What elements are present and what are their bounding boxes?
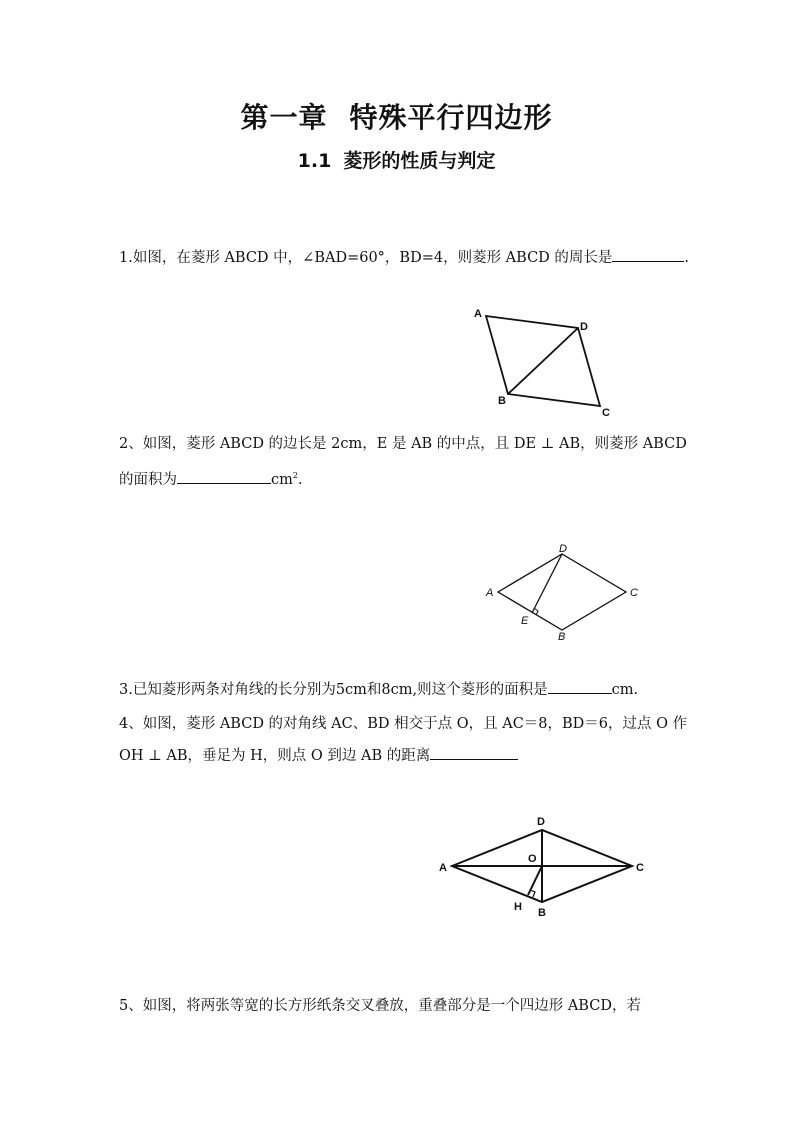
- answer-blank-4[interactable]: [430, 741, 518, 760]
- question-3-text: 3.已知菱形两条对角线的长分别为5cm和8cm,则这个菱形的面积是: [119, 682, 548, 698]
- fig1-label-c: C: [602, 407, 610, 419]
- fig1-label-b: B: [498, 395, 506, 407]
- section-number: 1.1: [297, 150, 332, 172]
- chapter-label: 第一章: [240, 101, 328, 134]
- question-4-line-2: OH ⊥ AB，垂足为 H，则点 O 到边 AB 的距离: [119, 740, 679, 772]
- answer-blank-3[interactable]: [548, 675, 612, 694]
- question-3: [119, 674, 679, 706]
- question-3-unit: cm.: [611, 682, 639, 698]
- question-2-line-2: 的面积为 $cm^2$.: [119, 460, 679, 496]
- figure-1-rhombus: [466, 304, 616, 422]
- question-1: [119, 242, 690, 274]
- fig1-label-a: A: [474, 308, 482, 320]
- fig4-label-o: O: [528, 853, 537, 865]
- question-4-line-1: 4、如图，菱形 ABCD 的对角线 AC、BD 相交于点 O，且 AC＝8，BD＝6，过点 O 作: [119, 716, 688, 732]
- fig4-label-d: D: [537, 816, 545, 828]
- question-1-end: .: [684, 250, 690, 266]
- answer-blank-1[interactable]: [612, 243, 684, 262]
- fig1-label-d: D: [580, 321, 588, 333]
- fig2-label-c: C: [630, 587, 638, 599]
- fig4-label-b: B: [538, 907, 546, 919]
- fig4-label-c: C: [636, 862, 644, 874]
- fig2-label-a: A: [486, 587, 494, 599]
- figure-2-rhombus: [478, 540, 648, 646]
- question-2: [119, 428, 687, 496]
- question-4: [119, 708, 688, 772]
- chapter-name: 特殊平行四边形: [349, 101, 553, 134]
- question-1-text: 1.如图，在菱形 ABCD 中，∠BAD=60°，BD=4，则菱形 ABCD 的周长是: [119, 250, 613, 266]
- fig2-label-e: E: [521, 615, 529, 627]
- question-5-line-1: 5、如图，将两张等宽的长方形纸条交叉叠放，重叠部分是一个四边形 ABCD，若: [119, 998, 641, 1014]
- question-2-line-1: 2、如图，菱形 ABCD 的边长是 2cm，E 是 AB 的中点，且 DE ⊥ AB，则菱形 ABCD: [119, 436, 687, 452]
- fig4-label-h: H: [514, 901, 522, 913]
- section-title: [0, 146, 793, 173]
- figure-4-rhombus: [432, 810, 652, 922]
- answer-blank-2[interactable]: [177, 465, 271, 484]
- section-name: 菱形的性质与判定: [343, 150, 496, 172]
- fig4-label-a: A: [439, 862, 447, 874]
- question-5: [119, 990, 679, 1022]
- chapter-title: [0, 96, 793, 136]
- fig2-label-d: D: [559, 543, 567, 555]
- fig2-label-b: B: [558, 631, 566, 643]
